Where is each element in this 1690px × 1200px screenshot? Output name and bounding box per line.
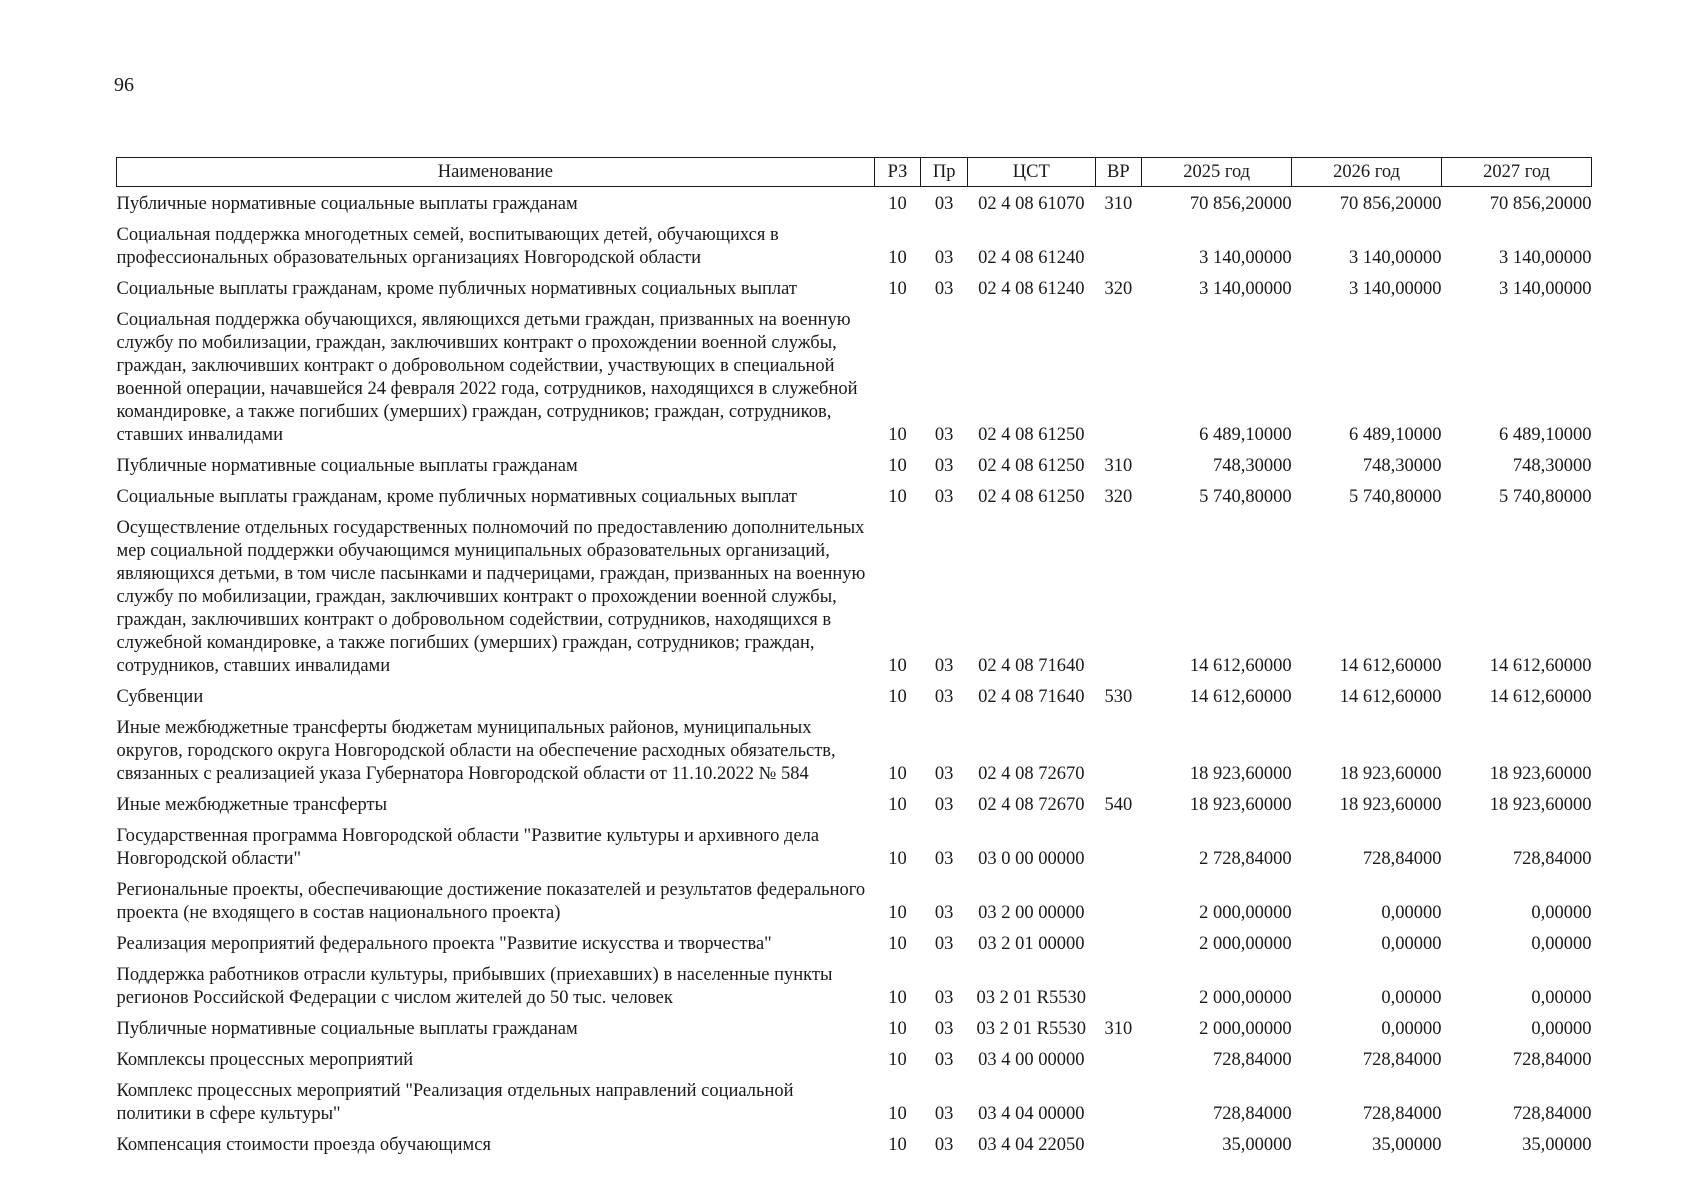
row-2025: 2 000,00000 (1199, 988, 1292, 1008)
row-name: Публичные нормативные социальные выплаты гражданам (116, 456, 578, 476)
row-cst: 03 2 00 00000 (978, 903, 1085, 923)
table-row (117, 273, 1592, 304)
row-2027: 0,00000 (1531, 1019, 1592, 1039)
row-2026: 728,84000 (1362, 849, 1442, 869)
row-2026: 728,84000 (1362, 1104, 1442, 1124)
row-vr: 530 (1104, 687, 1133, 707)
row-2026: 3 140,00000 (1349, 248, 1442, 268)
row-2027: 18 923,60000 (1489, 795, 1592, 815)
row-cst: 02 4 08 72670 (978, 795, 1085, 815)
header-2026: 2026 год (1292, 158, 1442, 187)
header-name: Наименование (117, 158, 875, 187)
row-2025: 3 140,00000 (1199, 279, 1292, 299)
row-vr (1095, 512, 1142, 681)
row-name: Публичные нормативные социальные выплаты гражданам (116, 194, 578, 214)
budget-table (116, 157, 1592, 1160)
row-vr (1095, 1075, 1142, 1129)
table-row (117, 789, 1592, 820)
table-row (117, 712, 1592, 789)
row-vr: 310 (1104, 1019, 1133, 1039)
row-2025: 18 923,60000 (1189, 795, 1292, 815)
row-name: Социальные выплаты гражданам, кроме публичных нормативных социальных выплат (116, 487, 797, 507)
row-2026: 0,00000 (1381, 903, 1442, 923)
row-2026: 14 612,60000 (1339, 687, 1442, 707)
row-2026: 18 923,60000 (1339, 764, 1442, 784)
row-pr: 03 (934, 795, 954, 815)
row-rz: 10 (888, 903, 907, 923)
row-vr (1095, 874, 1142, 928)
row-pr: 03 (934, 279, 954, 299)
table-row (117, 928, 1592, 959)
row-vr (1095, 219, 1142, 273)
row-2026: 748,30000 (1362, 456, 1442, 476)
row-name: Иные межбюджетные трансферты бюджетам муниципальных районов, муниципальных округов, городского округа Новгородской области на обеспечение расходных обязательств, связанных с реализацией указа Губернатора Новгородской области от 11.10.2022 № 584 (116, 718, 836, 784)
row-pr: 03 (934, 988, 954, 1008)
row-name: Социальные выплаты гражданам, кроме публичных нормативных социальных выплат (116, 279, 797, 299)
row-rz: 10 (888, 1135, 907, 1155)
row-vr (1095, 304, 1142, 450)
row-cst: 02 4 08 61070 (978, 194, 1085, 214)
row-2025: 2 000,00000 (1199, 934, 1292, 954)
row-2025: 6 489,10000 (1199, 425, 1292, 445)
row-cst: 02 4 08 61250 (978, 425, 1085, 445)
row-cst: 03 2 01 R5530 (976, 1019, 1086, 1039)
row-2025: 70 856,20000 (1189, 194, 1292, 214)
row-2027: 3 140,00000 (1499, 248, 1592, 268)
row-2027: 14 612,60000 (1489, 687, 1592, 707)
row-name: Осуществление отдельных государственных полномочий по предоставлению дополнительных мер социальной поддержки обучающимся муниципальных образовательных организаций, являющихся детьми, в том числе пасынками и падчерицами, граждан, призванных на военную службу по мобилизации, граждан, заключивших контракт о прохождении военной службы, граждан, заключивших контракт о добровольном содействии, сотрудников, находящихся в служебной командировке, а также погибших (умерших) граждан, сотрудников; граждан, сотрудников, ставших инвалидами (116, 518, 866, 676)
table-row (117, 1075, 1592, 1129)
header-pr: Пр (921, 158, 968, 187)
row-cst: 03 4 00 00000 (978, 1050, 1085, 1070)
row-cst: 02 4 08 71640 (978, 656, 1085, 676)
row-2027: 748,30000 (1512, 456, 1592, 476)
row-pr: 03 (934, 456, 954, 476)
row-name: Субвенции (116, 687, 204, 707)
row-rz: 10 (888, 988, 907, 1008)
row-rz: 10 (888, 194, 907, 214)
row-name: Государственная программа Новгородской области "Развитие культуры и архивного дела Новгородской области" (116, 826, 820, 869)
row-name: Иные межбюджетные трансферты (116, 795, 388, 815)
table-row (117, 874, 1592, 928)
row-2025: 5 740,80000 (1199, 487, 1292, 507)
row-name: Социальная поддержка многодетных семей, воспитывающих детей, обучающихся в профессиональных образовательных организациях Новгородской области (116, 225, 779, 268)
row-2027: 35,00000 (1522, 1135, 1592, 1155)
row-2025: 35,00000 (1222, 1135, 1292, 1155)
header-vr: ВР (1095, 158, 1142, 187)
row-rz: 10 (888, 934, 907, 954)
row-pr: 03 (934, 248, 954, 268)
row-rz: 10 (888, 279, 907, 299)
row-pr: 03 (934, 194, 954, 214)
row-2025: 2 728,84000 (1199, 849, 1292, 869)
row-cst: 03 2 01 R5530 (976, 988, 1086, 1008)
row-2025: 18 923,60000 (1189, 764, 1292, 784)
row-name: Реализация мероприятий федерального проекта "Развитие искусства и творчества" (116, 934, 772, 954)
row-name: Комплекс процессных мероприятий "Реализация отдельных направлений социальной политики в сфере культуры" (116, 1081, 794, 1124)
row-2027: 14 612,60000 (1489, 656, 1592, 676)
row-cst: 03 2 01 00000 (978, 934, 1085, 954)
row-rz: 10 (888, 656, 907, 676)
row-2025: 3 140,00000 (1199, 248, 1292, 268)
row-2027: 70 856,20000 (1489, 194, 1592, 214)
row-rz: 10 (888, 487, 907, 507)
row-pr: 03 (934, 1135, 954, 1155)
row-2027: 0,00000 (1531, 903, 1592, 923)
row-2026: 728,84000 (1362, 1050, 1442, 1070)
row-2026: 6 489,10000 (1349, 425, 1442, 445)
row-rz: 10 (888, 425, 907, 445)
row-pr: 03 (934, 656, 954, 676)
table-row (117, 1044, 1592, 1075)
row-2025: 2 000,00000 (1199, 1019, 1292, 1039)
row-vr (1095, 959, 1142, 1013)
row-2026: 0,00000 (1381, 934, 1442, 954)
row-2027: 5 740,80000 (1499, 487, 1592, 507)
row-2027: 728,84000 (1512, 1104, 1592, 1124)
row-cst: 02 4 08 61240 (978, 279, 1085, 299)
row-pr: 03 (934, 764, 954, 784)
row-vr (1095, 1044, 1142, 1075)
table-row (117, 959, 1592, 1013)
row-2026: 14 612,60000 (1339, 656, 1442, 676)
header-cst: ЦСТ (967, 158, 1095, 187)
row-2026: 5 740,80000 (1349, 487, 1442, 507)
row-name: Компенсация стоимости проезда обучающимся (116, 1135, 491, 1155)
row-cst: 03 0 00 00000 (978, 849, 1085, 869)
row-cst: 03 4 04 22050 (978, 1135, 1085, 1155)
row-2025: 14 612,60000 (1189, 687, 1292, 707)
row-2026: 0,00000 (1381, 1019, 1442, 1039)
row-pr: 03 (934, 1104, 954, 1124)
page-number: 96 (114, 74, 134, 96)
row-cst: 02 4 08 61250 (978, 487, 1085, 507)
row-pr: 03 (934, 1019, 954, 1039)
row-2025: 14 612,60000 (1189, 656, 1292, 676)
row-cst: 02 4 08 72670 (978, 764, 1085, 784)
row-2027: 18 923,60000 (1489, 764, 1592, 784)
row-rz: 10 (888, 849, 907, 869)
row-rz: 10 (888, 248, 907, 268)
row-2025: 748,30000 (1212, 456, 1292, 476)
row-2025: 728,84000 (1212, 1104, 1292, 1124)
row-name: Поддержка работников отрасли культуры, прибывших (приехавших) в населенные пункты регионов Российской Федерации с числом жителей до 50 тыс. человек (116, 965, 833, 1008)
row-2026: 18 923,60000 (1339, 795, 1442, 815)
row-pr: 03 (934, 687, 954, 707)
table-row (117, 1013, 1592, 1044)
table-row (117, 481, 1592, 512)
table-row (117, 1129, 1592, 1160)
row-2025: 728,84000 (1212, 1050, 1292, 1070)
table-row (117, 219, 1592, 273)
row-name: Социальная поддержка обучающихся, являющихся детьми граждан, призванных на военную службу по мобилизации, граждан, заключивших контракт о прохождении военной службы, граждан, заключивших контракт о добровольном содействии, участвующих в специальной военной операции, начавшейся 24 февраля 2022 года, сотрудников, находящихся в служебной командировке, а также погибших (умерших) граждан, сотрудников; граждан, сотрудников, ставших инвалидами (116, 310, 858, 445)
row-name: Региональные проекты, обеспечивающие достижение показателей и результатов федерального проекта (не входящего в состав национального проекта) (116, 880, 866, 923)
row-vr: 310 (1104, 194, 1133, 214)
row-pr: 03 (934, 487, 954, 507)
row-rz: 10 (888, 1050, 907, 1070)
row-2027: 0,00000 (1531, 934, 1592, 954)
table-body (117, 187, 1592, 1161)
row-vr (1095, 1129, 1142, 1160)
row-2026: 0,00000 (1381, 988, 1442, 1008)
row-pr: 03 (934, 934, 954, 954)
row-2027: 0,00000 (1531, 988, 1592, 1008)
table-row (117, 450, 1592, 481)
row-pr: 03 (934, 425, 954, 445)
row-cst: 02 4 08 61240 (978, 248, 1085, 268)
header-2025: 2025 год (1142, 158, 1292, 187)
row-pr: 03 (934, 1050, 954, 1070)
row-2026: 3 140,00000 (1349, 279, 1442, 299)
row-vr: 540 (1104, 795, 1133, 815)
row-rz: 10 (888, 456, 907, 476)
row-cst: 02 4 08 71640 (978, 687, 1085, 707)
row-vr (1095, 820, 1142, 874)
row-rz: 10 (888, 1019, 907, 1039)
table-row (117, 681, 1592, 712)
table-row (117, 187, 1592, 220)
row-pr: 03 (934, 903, 954, 923)
row-vr (1095, 712, 1142, 789)
row-2027: 728,84000 (1512, 1050, 1592, 1070)
row-vr: 320 (1104, 487, 1133, 507)
row-pr: 03 (934, 849, 954, 869)
row-name: Публичные нормативные социальные выплаты гражданам (116, 1019, 578, 1039)
row-name: Комплексы процессных мероприятий (116, 1050, 414, 1070)
row-rz: 10 (888, 764, 907, 784)
row-2027: 3 140,00000 (1499, 279, 1592, 299)
row-cst: 03 4 04 00000 (978, 1104, 1085, 1124)
row-2027: 6 489,10000 (1499, 425, 1592, 445)
table-row (117, 820, 1592, 874)
row-2025: 2 000,00000 (1199, 903, 1292, 923)
row-cst: 02 4 08 61250 (978, 456, 1085, 476)
table-header (117, 158, 1592, 187)
table-row (117, 304, 1592, 450)
header-2027: 2027 год (1442, 158, 1592, 187)
row-2026: 70 856,20000 (1339, 194, 1442, 214)
row-2027: 728,84000 (1512, 849, 1592, 869)
header-rz: РЗ (874, 158, 921, 187)
row-rz: 10 (888, 687, 907, 707)
row-vr: 310 (1104, 456, 1133, 476)
row-2026: 35,00000 (1372, 1135, 1442, 1155)
header-row (117, 158, 1592, 187)
row-vr (1095, 928, 1142, 959)
table-row (117, 512, 1592, 681)
row-rz: 10 (888, 795, 907, 815)
row-vr: 320 (1104, 279, 1133, 299)
row-rz: 10 (888, 1104, 907, 1124)
